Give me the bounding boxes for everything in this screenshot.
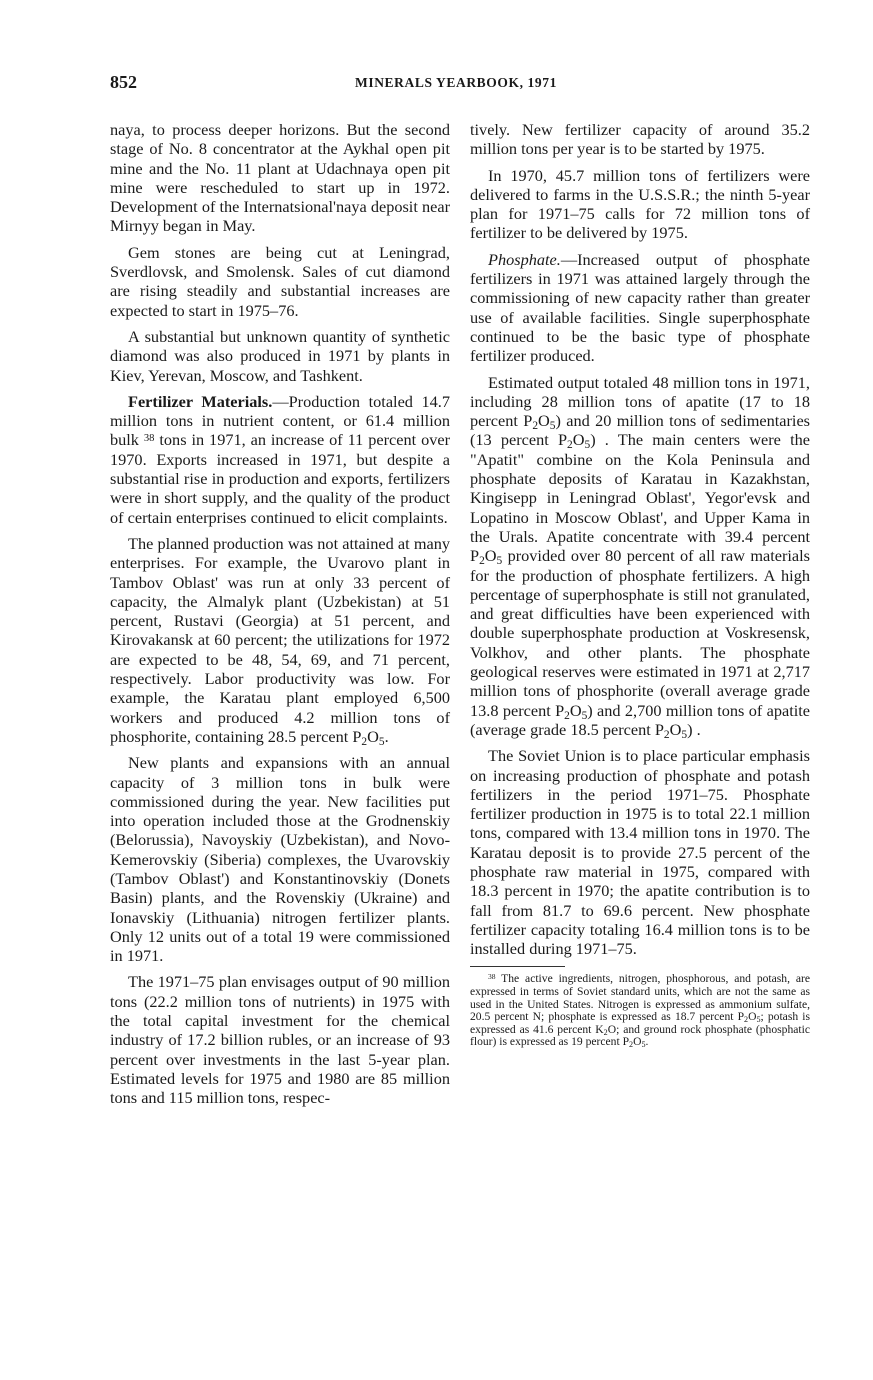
paragraph-phosphate: Phosphate.—Increased output of phosphate fertilizers in 1971 was attained largely through the commissioning of new capacity rather than greater use of available facilities. Single superphosphate continued to be the basic type of phosphate fertilizer produced. <box>470 249 810 366</box>
paragraph: tively. New fertilizer capacity of around 35.2 million tons per year is to be started by 1975. <box>470 120 810 159</box>
left-column <box>110 120 450 1108</box>
section-heading: Fertilizer Materials. <box>128 391 273 411</box>
paragraph: New plants and expansions with an annual capacity of 3 million tons in bulk were commissioned during the year. New facilities put into operation included those at the Grodnenskiy (Belorussia), Navoyskiy (Uzbekistan), and Novo-Kemerovskiy (Siberia) complexes, the Uvarovskiy (Tambov Oblast') and Konstantinovskiy (Donets Basin) plants, and the Rovenskiy (Ukraine) and Ionavskiy (Lithuania) nitrogen fertilizer plants. Only 12 units out of a total 19 were commissioned in 1971. <box>110 753 450 966</box>
paragraph: Estimated output totaled 48 million tons in 1971, including 28 million tons of apatite (17 to 18 percent $P_2O_5$) and 20 million tons of sedimentaries (13 percent $P_2O_5$) . The main centers were the "Apatit" combine on the Kola Peninsula and phosphate deposits of Karatau in Kazakhstan, Kingisepp in Leningrad Oblast', Yegor'evsk and Lopatino in Moscow Oblast', and Upper Kama in the Urals. Apatite concentrate with 39.4 percent $P_2O_5$ provided over 80 percent of all raw materials for the production of phosphate fertilizers. A high percentage of superphosphate is still not granulated, and great difficulties have been experienced with double superphosphate production at Voskresensk, Volkhov, and other plants. The phosphate geological reserves were estimated in 1971 at 2,717 million tons of phosphorite (overall average grade 13.8 percent $P_2O_5$) and 2,700 million tons of apatite (average grade 18.5 percent $P_2O_5$) . <box>470 372 811 741</box>
footnote-divider <box>470 966 565 967</box>
paragraph: The 1971–75 plan envisages output of 90 million tons (22.2 million tons of nutrients) in 1975 with the total capital investment for the chemical industry of 17.2 billion rubles, or an increase of 93 percent over investments in the last 5-year plan. Estimated levels for 1975 and 1980 are 85 million tons and 115 million tons, respec- <box>110 972 450 1108</box>
right-column <box>470 120 810 1056</box>
footnote-number: 38 <box>488 972 496 982</box>
paragraph: naya, to process deeper horizons. But the second stage of No. 8 concentrator at the Aykhal open pit mine and the No. 11 plant at Udachnaya open pit mine were rescheduled to start up in 1972. Development of the Internatsional'naya deposit near Mirnyy began in May. <box>110 120 450 236</box>
page-number: 852 <box>110 72 137 92</box>
footnote-ref: 38 <box>143 433 155 445</box>
paragraph: In 1970, 45.7 million tons of fertilizers were delivered to farms in the U.S.S.R.; the ninth 5-year plan for 1971–75 calls for 72 million tons of fertilizer to be delivered by 1975. <box>470 165 810 243</box>
paragraph: The planned production was not attained at many enterprises. For example, the Uvarovo plant in Tambov Oblast' was run at only 33 percent of capacity, the Almalyk plant (Uzbekistan) at 51 percent, Rustavi (Georgia) at 51 percent, and Kirovakansk at 60 percent; the utilizations for 1972 are expected to be 48, 54, 69, and 71 percent, respectively. Labor productivity was low. For example, the Karatau plant employed 6,500 workers and produced 4.2 million tons of phosphorite, containing 28.5 percent $P_2O_5$. <box>110 533 450 748</box>
paragraph: The Soviet Union is to place particular emphasis on increasing production of phosphate and potash fertilizers in the period 1971–75. Phosphate fertilizer production in 1975 is to total 22.1 million tons, compared with 13.4 million tons in 1970. The Karatau deposit is to provide 27.5 percent of the phosphate raw material in 1975, compared with 18.3 percent in 1970; the apatite contribution is to fall from 81.7 to 69.6 percent. New phosphate fertilizer capacity totaling 16.4 million tons is to be installed during 1971–75. <box>470 746 810 959</box>
footnote: $^{38}$ The active ingredients, nitrogen, phosphorous, and potash, are expressed in terms of Soviet standard units, which are not the same as used in the United States. Nitrogen is expressed as ammonium sulfate, 20.5 percent N; phosphate is expressed as 18.7 percent $P_2O_5$; potash is expressed as 41.6 percent $K_2O$; and ground rock phosphate (phosphatic flour) is expressed as 19 percent $P_2O_5$. <box>470 972 810 1050</box>
running-title: MINERALS YEARBOOK, 1971 <box>355 75 557 90</box>
page-header <box>0 72 873 96</box>
section-heading: Phosphate. <box>488 249 561 269</box>
paragraph: Gem stones are being cut at Leningrad, Sverdlovsk, and Smolensk. Sales of cut diamond are rising steadily and substantial increases are expected to start in 1975–76. <box>110 242 450 320</box>
paragraph: A substantial but unknown quantity of synthetic diamond was also produced in 1971 by plants in Kiev, Yerevan, Moscow, and Tashkent. <box>110 326 450 385</box>
paragraph-fertilizer-materials: Fertilizer Materials.—Production totaled 14.7 million tons in nutrient content, or 61.4 million bulk $^{38}$ tons in 1971, an increase of 11 percent over 1970. Exports increased in 1971, but despite a substantial rise in production and exports, fertilizers were in short supply, and the quality of the product of certain enterprises continued to elicit complaints. <box>110 391 451 527</box>
